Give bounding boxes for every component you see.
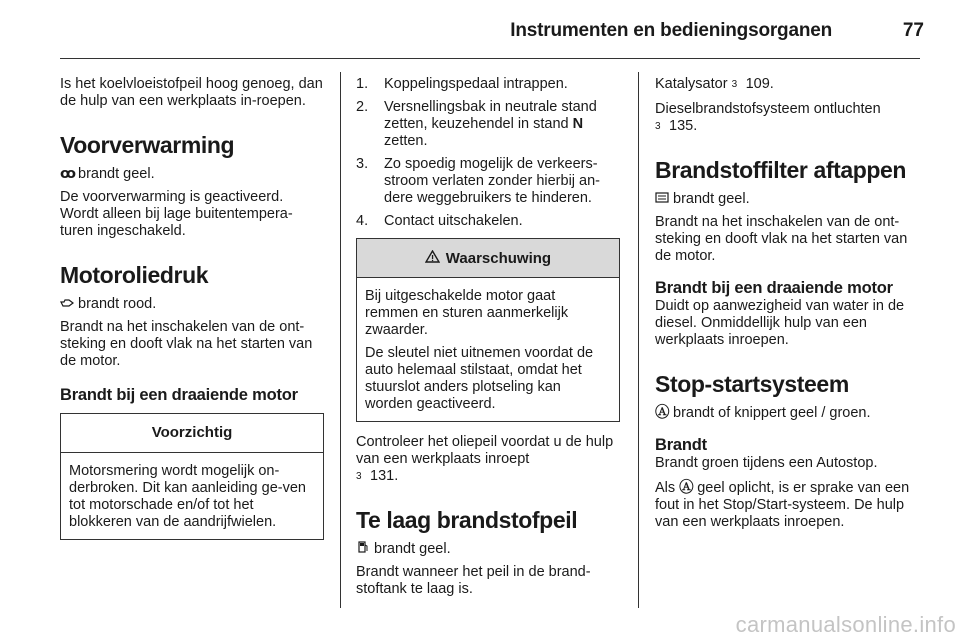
catalyst-page-ref[interactable]: 109.	[745, 76, 774, 92]
fuel-filter-icon	[655, 191, 669, 208]
oil-status	[60, 296, 324, 313]
filter-running-subheading: Brandt bij een draaiende motor	[655, 279, 893, 297]
caution-title: Voorzichtig	[61, 414, 323, 453]
autostop-a-icon: Ⓐ	[655, 405, 670, 421]
preheat-heading: Voorverwarming	[60, 132, 235, 158]
oil-running-subheading: Brandt bij een draaiende motor	[60, 386, 298, 404]
oil-can-icon	[60, 296, 74, 313]
header-divider	[60, 58, 920, 59]
fuel-status-text: brandt geel.	[370, 541, 451, 557]
list-item: 3. Zo spoedig mogelijk de verkeers-stroom verlaten zonder hierbij an-dere weggebruikers te hinderen.	[356, 156, 600, 206]
preheat-glow-plug-icon: ꝏ	[60, 166, 77, 182]
fuel-pump-icon-shape	[358, 541, 368, 553]
coolant-intro-text: Is het koelvloeistofpeil hoog genoeg, dan de hulp van een werkplaats in-roepen.	[60, 76, 323, 109]
stop-start-heading: Stop-startsysteem	[655, 371, 849, 397]
low-fuel-heading: Te laag brandstofpeil	[356, 507, 578, 533]
stop-start-subheading: Brandt	[655, 436, 707, 454]
warning-body	[357, 278, 619, 421]
fuel-pump-icon	[356, 541, 370, 558]
fuel-filter-heading: Brandstoffilter aftappen	[655, 157, 907, 183]
fuel-filter-icon-shape	[655, 192, 669, 203]
filter-status	[655, 191, 923, 208]
preheat-status	[60, 166, 324, 183]
filter-status-text: brandt geel.	[669, 191, 750, 207]
cross-reference-arrow-icon: 3	[356, 471, 362, 482]
fuel-text: Brandt wanneer het peil in de brand-stoftank te laag is.	[356, 564, 591, 597]
page-header	[0, 0, 960, 62]
stop-start-status	[655, 405, 923, 422]
column-3	[655, 76, 923, 539]
column-divider-1	[340, 72, 341, 608]
caution-box	[60, 413, 324, 540]
caution-body	[61, 453, 323, 539]
oil-can-icon-shape	[60, 298, 74, 308]
bleed-page-ref[interactable]: 135.	[669, 118, 698, 134]
list-item: 4. Contact uitschakelen.	[356, 213, 523, 229]
warning-text-1: Bij uitgeschakelde motor gaat remmen en sturen aanmerkelijk zwaarder.	[365, 288, 569, 338]
oil-status-text: brandt rood.	[74, 296, 157, 312]
column-1	[60, 76, 324, 540]
oil-text: Brandt na het inschakelen van de ont-steking en dooft vlak na het starten van de motor.	[60, 319, 313, 369]
filter-text: Brandt na het inschakelen van de ont-steking en dooft vlak na het starten van de motor.	[655, 214, 908, 264]
column-divider-2	[638, 72, 639, 608]
preheat-status-text: brandt geel.	[74, 166, 155, 182]
oil-pressure-heading: Motoroliedruk	[60, 262, 209, 288]
fuel-status	[356, 541, 620, 558]
chapter-title: Instrumenten en bedieningsorganen	[510, 20, 832, 41]
autostop-a-icon: Ⓐ	[679, 480, 694, 496]
gear-position-n: N	[572, 116, 584, 132]
watermark: carmanualsonline.info	[735, 612, 956, 637]
steps-list	[356, 76, 620, 230]
caution-text: Motorsmering wordt mogelijk on-derbroken. Dit kan aanleiding ge-ven tot motorschade en/of tot het blokkeren van de aandrijfwielen.	[69, 463, 306, 530]
warning-text-2: De sleutel niet uitnemen voordat de auto helemaal stilstaat, omdat het stuurslot anders plotseling kan worden geactiveerd.	[365, 345, 594, 412]
bleed-ref: Dieselbrandstofsysteem ontluchten 3 135.	[655, 101, 881, 134]
stop-start-status-text: brandt of knippert geel / groen.	[669, 405, 871, 421]
oil-check-page-ref[interactable]: 131.	[370, 468, 399, 484]
list-item: 1. Koppelingspedaal intrappen.	[356, 76, 568, 92]
oil-check-text: Controleer het oliepeil voordat u de hulp van een werkplaats inroept 3 131.	[356, 434, 614, 484]
warning-triangle-icon	[425, 250, 444, 266]
warning-header	[357, 239, 619, 278]
preheat-text: De voorverwarming is geactiveerd. Wordt alleen bij lage buitentempera-turen ingeschakeld.	[60, 189, 293, 239]
stop-start-text-1: Brandt groen tijdens een Autostop.	[655, 455, 878, 471]
column-2	[356, 76, 620, 606]
filter-running-text: Duidt op aanwezigheid van water in de diesel. Onmiddellijk hulp van een werkplaats inroepen.	[655, 298, 905, 348]
cross-reference-arrow-icon: 3	[731, 79, 738, 90]
stop-start-text-2: Als Ⓐ geel oplicht, is er sprake van een fout in het Stop/Start-systeem. De hulp van een werkplaats inroepen.	[655, 480, 910, 530]
warning-box	[356, 238, 620, 422]
list-item: 2. Versnellingsbak in neutrale stand zetten, keuzehendel in stand N zetten.	[356, 99, 597, 149]
warning-title: Waarschuwing	[445, 250, 552, 267]
warning-triangle-shape	[425, 250, 440, 263]
page-number: 77	[902, 20, 924, 41]
catalyst-ref: Katalysator 3 109.	[655, 76, 774, 92]
cross-reference-arrow-icon: 3	[655, 121, 661, 132]
